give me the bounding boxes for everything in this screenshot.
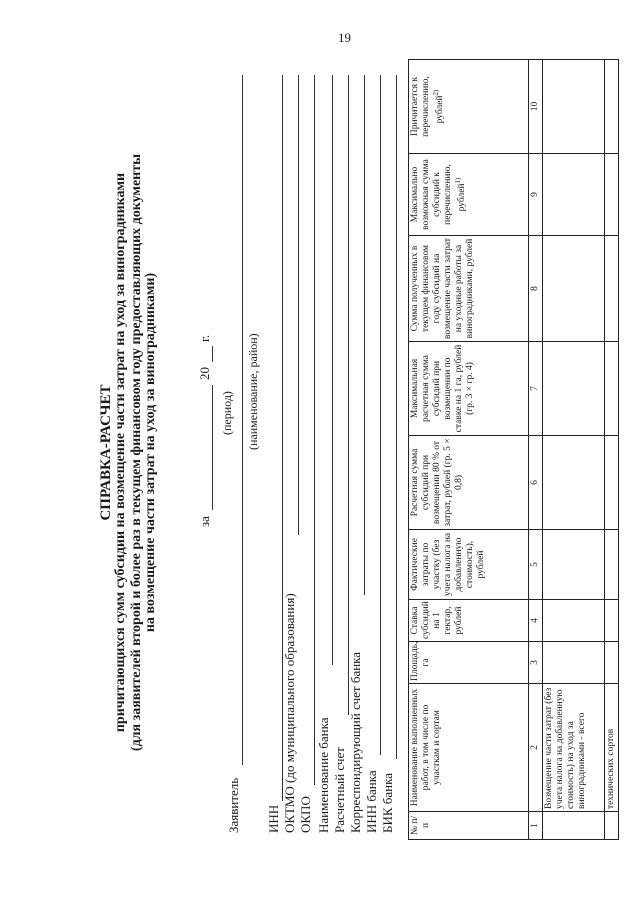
col-number: 10	[529, 60, 543, 154]
table-row	[605, 60, 619, 840]
field-account-line	[348, 75, 349, 715]
doc-subtitle-2: (для заявителей второй и более раз в текущем финансовом году предоставляющих документы	[129, 153, 144, 752]
period-blank	[212, 385, 213, 510]
doc-subtitle-1: причитающихся сумм субсидии на возмещение части затрат на уход за виноградниками	[113, 172, 128, 733]
table-cell	[605, 236, 619, 342]
field-bank-name: Наименование банка	[316, 717, 331, 833]
col-number: 4	[529, 600, 543, 642]
field-account: Расчетный счет	[332, 747, 347, 833]
table-cell	[543, 342, 605, 436]
col-header-area: Площадь, га	[409, 642, 529, 684]
col-number: 2	[529, 684, 543, 812]
table-cell	[543, 60, 605, 154]
col-number: 8	[529, 236, 543, 342]
field-inn: ИНН	[266, 804, 281, 833]
col-header-max-possible-text: Максимально возможная сумма субсидий к перечислению, рублей	[410, 159, 467, 230]
table-cell	[543, 236, 605, 342]
field-corr-account: Корреспондирующий счет банка	[348, 651, 363, 833]
applicant-blank	[242, 75, 243, 765]
table-cell	[543, 600, 605, 642]
calculation-table	[408, 59, 619, 840]
table-cell	[543, 154, 605, 236]
col-number: 5	[529, 530, 543, 600]
doc-subtitle-3: на возмещение части затрат на уход за виноградниками)	[143, 272, 158, 633]
col-header-rate: Ставка субсидий на 1 гектар, рублей	[409, 600, 529, 642]
col-number: 6	[529, 436, 543, 530]
table-cell	[543, 530, 605, 600]
col-header-max-possible	[409, 154, 529, 236]
table-header-row	[409, 60, 529, 840]
field-corr-account-line	[364, 75, 365, 595]
table-number-row	[529, 60, 543, 840]
col-header-calc-80: Расчетная сумма субсидий при возмещении 80 % от затрат, рублей (гр. 5 × 0,8)	[409, 436, 529, 530]
col-header-received: Сумма полученных в текущем финансовом году субсидий на возмещение части затрат на уходные работы за виноградниками, рублей	[409, 236, 529, 342]
col-header-due	[409, 60, 529, 154]
col-header-actual-costs: Фактические затраты по участку (без учета налога на добавленную стоимость), рублей	[409, 530, 529, 600]
field-bank-name-line	[332, 75, 333, 665]
field-bik: БИК банка	[380, 772, 395, 833]
table-cell	[605, 436, 619, 530]
col-number: 1	[529, 812, 543, 840]
applicant-label: Заявитель	[226, 777, 241, 833]
doc-title: СПРАВКА-РАСЧЕТ	[98, 384, 114, 521]
col-number: 3	[529, 642, 543, 684]
table-cell	[543, 642, 605, 684]
field-bank-inn-line	[380, 75, 381, 755]
table-cell	[605, 600, 619, 642]
table-cell	[605, 642, 619, 684]
col-header-max-calc: Максимальная расчетная сумма субсидий при возмещении по ставке на 1 га, рублей (гр. 3 × гр. 4)	[409, 342, 529, 436]
col-header-due-text: Причитается к перечислению, рублей	[410, 76, 445, 137]
col-header-num: № п/п	[409, 812, 529, 840]
table-cell	[543, 812, 605, 840]
period-year-blank	[212, 346, 213, 362]
footnote-ref-1: 1)	[453, 177, 462, 184]
table-cell	[543, 436, 605, 530]
period-year-suffix: г.	[197, 334, 212, 342]
field-okpo: ОКПО	[298, 796, 313, 833]
table-cell	[605, 530, 619, 600]
row-technical-varieties: технических сортов	[605, 684, 619, 812]
period-caption: (период)	[220, 391, 234, 435]
field-oktmo-line	[298, 75, 299, 535]
period-year-prefix: 20	[197, 367, 212, 380]
applicant-caption: (наименование, район)	[246, 333, 260, 450]
field-oktmo: ОКТМО (до муниципального образования)	[282, 593, 297, 833]
period-za-label: за	[197, 516, 212, 527]
col-number: 7	[529, 342, 543, 436]
table-cell	[605, 60, 619, 154]
col-number: 9	[529, 154, 543, 236]
table-cell	[605, 154, 619, 236]
field-bank-inn: ИНН банка	[364, 770, 379, 833]
row-total-name: Возмещение части затрат (без учета налога на добавленную стоимость) на уход за виноградниками - всего	[543, 684, 605, 812]
field-bik-line	[396, 75, 397, 759]
table-cell	[605, 342, 619, 436]
table-row	[543, 60, 605, 840]
table-cell	[605, 812, 619, 840]
col-header-work: Наименование выполненных работ, в том числе по участкам и сортам	[409, 684, 529, 812]
page-number: 19	[338, 30, 351, 45]
field-okpo-line	[314, 75, 315, 785]
footnote-ref-2: 2)	[431, 89, 440, 96]
